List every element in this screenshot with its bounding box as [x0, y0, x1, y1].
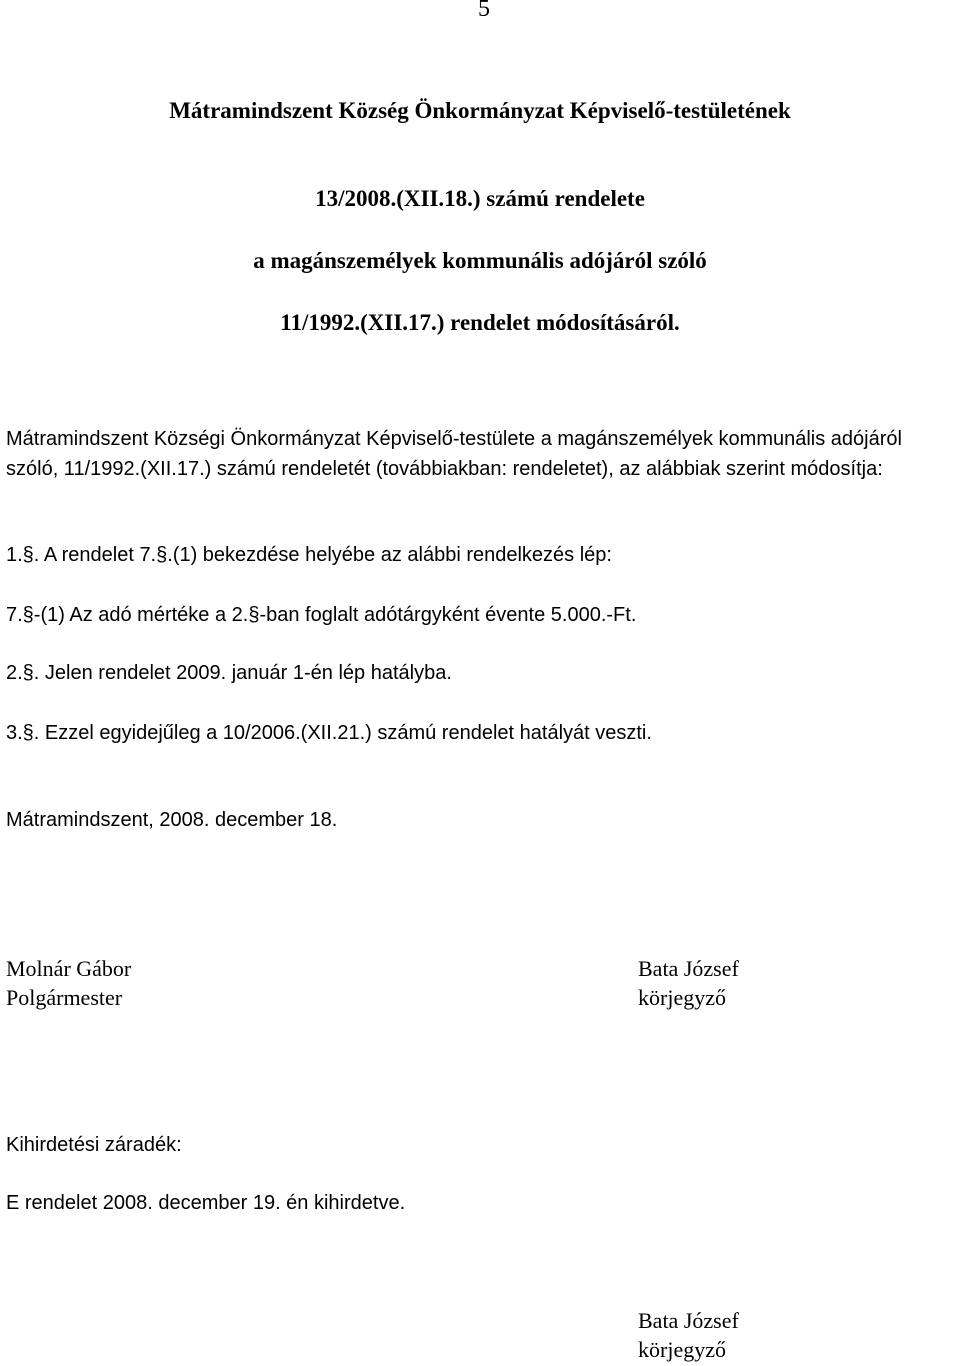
clause-text: E rendelet 2008. december 19. én kihirdetve. [6, 1192, 406, 1214]
right-signature-title: körjegyző [638, 985, 726, 1010]
header-line-1: Mátramindszent Község Önkormányzat Képviselő-testületének [169, 98, 791, 123]
clause-signature-name: Bata József [638, 1308, 739, 1333]
section-3: 3.§. Ezzel egyidejűleg a 10/2006.(XII.21.) számú rendelet hatályát veszti. [6, 722, 652, 744]
section-1-quote: 7.§-(1) Az adó mértéke a 2.§-ban foglalt adótárgyként évente 5.000.-Ft. [6, 604, 637, 626]
left-signature-name: Molnár Gábor [6, 956, 132, 981]
place-date: Mátramindszent, 2008. december 18. [6, 809, 338, 831]
clause-heading: Kihirdetési záradék: [6, 1134, 182, 1156]
clause-signature-title: körjegyző [638, 1337, 726, 1362]
right-signature-name: Bata József [638, 956, 739, 981]
left-signature-title: Polgármester [6, 985, 123, 1010]
intro-paragraph: Mátramindszent Községi Önkormányzat Képviselő-testülete a magánszemélyek kommunális adójáról szóló, 11/1992.(XII.17.) számú rendeletét (továbbiakban: rendeletet), az alábbiak szerint módosítja: [6, 428, 902, 480]
header-line-2: 13/2008.(XII.18.) számú rendelete [315, 186, 645, 211]
header-line-3: a magánszemélyek kommunális adójáról szóló [253, 248, 707, 273]
section-2: 2.§. Jelen rendelet 2009. január 1-én lép hatályba. [6, 662, 452, 684]
header-line-4: 11/1992.(XII.17.) rendelet módosításáról. [280, 310, 680, 335]
page-number: 5 [478, 0, 490, 22]
section-1: 1.§. A rendelet 7.§.(1) bekezdése helyébe az alábbi rendelkezés lép: [6, 544, 612, 566]
